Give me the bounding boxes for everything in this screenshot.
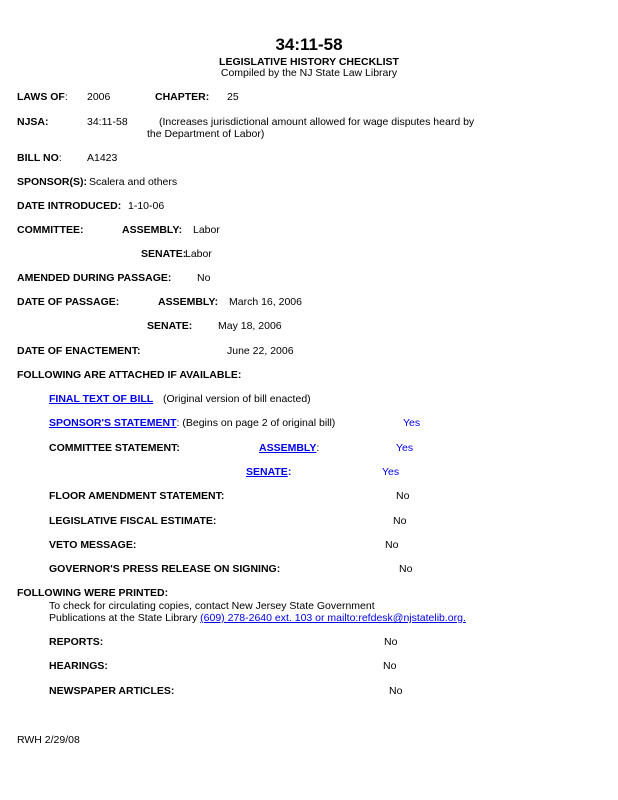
laws-of-row: [17, 91, 68, 104]
sponsor-statement-link[interactable]: SPONSOR'S STATEMENT: [49, 417, 177, 429]
veto-message-value: No: [385, 539, 399, 551]
footer-initials: RWH 2/29/08: [17, 734, 80, 746]
committee-statement-senate-yes-link[interactable]: Yes: [382, 466, 400, 478]
newspaper-articles-label: NEWSPAPER ARTICLES:: [49, 685, 175, 697]
committee-statement-assembly-colon: :: [316, 442, 320, 454]
newspaper-articles-value: No: [389, 685, 403, 697]
chapter-value: 25: [227, 91, 239, 103]
printed-heading: FOLLOWING WERE PRINTED:: [17, 587, 169, 599]
sponsors-label: SPONSOR(S):: [17, 176, 88, 188]
committee-statement-senate-link[interactable]: SENATE: [246, 466, 288, 478]
committee-senate-label: SENATE:: [141, 248, 187, 260]
printed-note-line1: To check for circulating copies, contact New Jersey State Government: [49, 600, 375, 612]
checklist-title: LEGISLATIVE HISTORY CHECKLIST: [219, 56, 399, 68]
bill-no-colon: :: [58, 152, 62, 164]
reports-label: REPORTS:: [49, 636, 104, 648]
passage-senate-label: SENATE:: [147, 320, 193, 332]
laws-of-value: 2006: [87, 91, 111, 103]
sponsor-statement-row: [49, 417, 335, 430]
bill-no-row: [17, 152, 62, 165]
fiscal-estimate-label: LEGISLATIVE FISCAL ESTIMATE:: [49, 515, 217, 527]
committee-statement-senate-row: [246, 466, 291, 479]
laws-of-label: LAWS OF: [17, 91, 65, 103]
committee-label: COMMITTEE:: [17, 224, 84, 236]
floor-amendment-label: FLOOR AMENDMENT STATEMENT:: [49, 490, 225, 502]
chapter-label: CHAPTER:: [155, 91, 210, 103]
date-introduced-value: 1-10-06: [128, 200, 165, 212]
committee-statement-assembly-link[interactable]: ASSEMBLY: [259, 442, 317, 454]
printed-note-line2: [49, 612, 466, 625]
hearings-value: No: [383, 660, 397, 672]
statute-title: 34:11-58: [275, 35, 343, 54]
amended-label: AMENDED DURING PASSAGE:: [17, 272, 172, 284]
state-library-contact-link[interactable]: (609) 278-2640 ext. 103 or mailto:refdesk@njstatelib.org.: [200, 612, 466, 624]
final-text-note: (Original version of bill enacted): [163, 393, 311, 405]
press-release-value: No: [399, 563, 413, 575]
committee-statement-label: COMMITTEE STATEMENT:: [49, 442, 180, 454]
laws-of-colon: :: [64, 91, 68, 103]
njsa-description-line1: (Increases jurisdictional amount allowed for wage disputes heard by: [159, 116, 475, 128]
amended-value: No: [197, 272, 211, 284]
attached-heading: FOLLOWING ARE ATTACHED IF AVAILABLE:: [17, 369, 242, 381]
passage-label: DATE OF PASSAGE:: [17, 296, 120, 308]
committee-assembly-value: Labor: [193, 224, 220, 236]
passage-assembly-value: March 16, 2006: [229, 296, 302, 308]
date-introduced-label: DATE INTRODUCED:: [17, 200, 122, 212]
njsa-description-line2: the Department of Labor): [147, 128, 265, 140]
committee-senate-value: Labor: [185, 248, 212, 260]
enactment-label: DATE OF ENACTEMENT:: [17, 345, 141, 357]
final-text-link[interactable]: FINAL TEXT OF BILL: [49, 393, 154, 405]
njsa-label: NJSA:: [17, 116, 49, 128]
press-release-label: GOVERNOR'S PRESS RELEASE ON SIGNING:: [49, 563, 281, 575]
compiled-by: Compiled by the NJ State Law Library: [220, 67, 398, 79]
hearings-label: HEARINGS:: [49, 660, 108, 672]
bill-no-value: A1423: [87, 152, 118, 164]
fiscal-estimate-value: No: [393, 515, 407, 527]
sponsors-value: Scalera and others: [89, 176, 178, 188]
bill-no-label: BILL NO: [17, 152, 59, 164]
committee-statement-assembly-row: [259, 442, 319, 455]
veto-message-label: VETO MESSAGE:: [49, 539, 137, 551]
committee-statement-assembly-yes-link[interactable]: Yes: [396, 442, 414, 454]
sponsor-statement-note: : (Begins on page 2 of original bill): [176, 417, 336, 429]
reports-value: No: [384, 636, 398, 648]
floor-amendment-value: No: [396, 490, 410, 502]
enactment-value: June 22, 2006: [227, 345, 294, 357]
passage-assembly-label: ASSEMBLY:: [158, 296, 219, 308]
sponsor-statement-yes-link[interactable]: Yes: [403, 417, 421, 429]
committee-statement-senate-colon: :: [287, 466, 292, 478]
passage-senate-value: May 18, 2006: [218, 320, 282, 332]
printed-note-line2-prefix: Publications at the State Library: [49, 612, 201, 624]
njsa-value: 34:11-58: [87, 116, 128, 128]
committee-assembly-label: ASSEMBLY:: [122, 224, 183, 236]
